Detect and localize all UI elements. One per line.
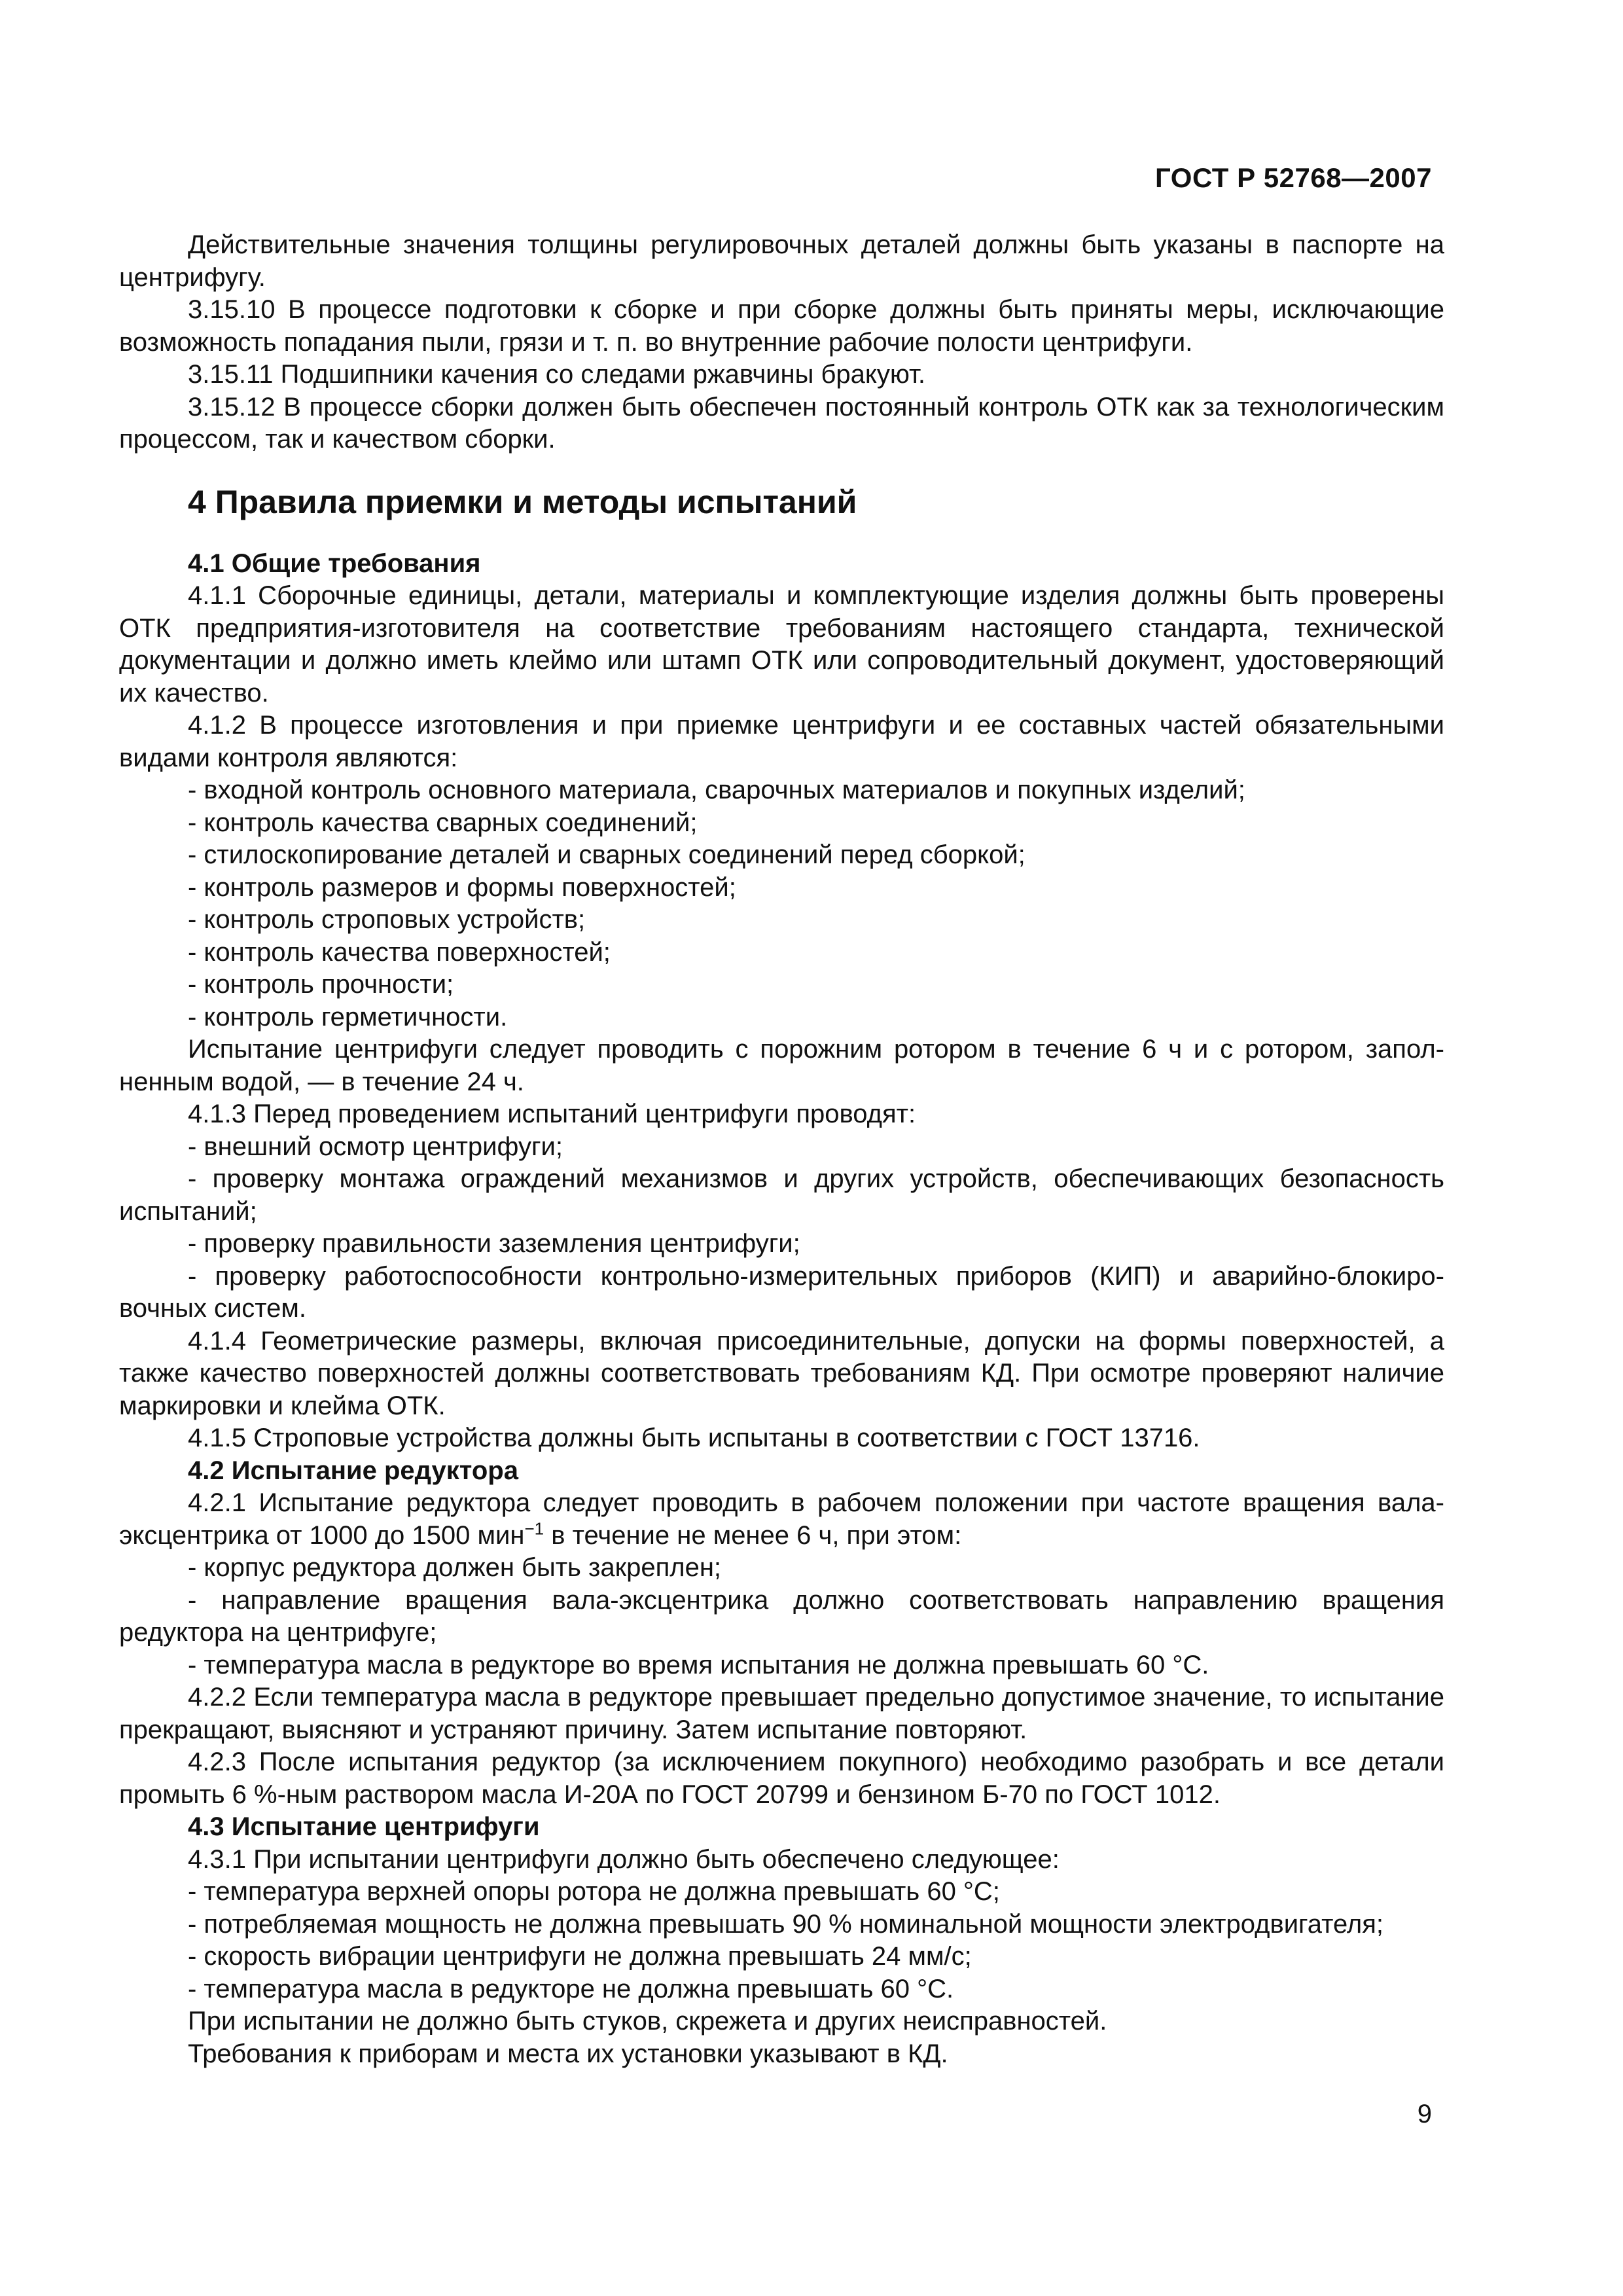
list-item: - температура масла в редукторе не должна превышать 60 °С. <box>188 1974 954 2003</box>
paragraph-3-15-11: 3.15.11 Подшипники качения со следами ржавчины бракуют. <box>188 360 925 389</box>
paragraph-3-15-12: 3.15.12 В процессе сборки должен быть обеспечен постоянный контроль ОТК как за технологическим процессом, так и качеством сборки. <box>119 392 1444 454</box>
list-item: - корпус редуктора должен быть закреплен; <box>188 1553 722 1582</box>
subsection-4-3-heading: 4.3 Испытание центрифуги <box>188 1812 540 1841</box>
paragraph-4-1-3: 4.1.3 Перед проведением испытаний центрифуги проводят: <box>188 1100 916 1128</box>
list-item: - входной контроль основного материала, сварочных материалов и покупных изделий; <box>188 776 1245 804</box>
list-item: - скорость вибрации центрифуги не должна превышать 24 мм/с; <box>188 1942 972 1971</box>
paragraph-3-15-10: 3.15.10 В процессе подготовки к сборке и при сборке должны быть приняты меры, исключающие возможность попадания пыли, грязи и т. п. во внутренние рабочие полости центрифуги. <box>119 295 1444 357</box>
paragraph-test-duration: Испытание центрифуги следует проводить с порожним ротором в течение 6 ч и с ротором, заполненным водой, — в течение 24 ч. <box>119 1035 1444 1096</box>
paragraph-4-2-3: 4.2.3 После испытания редуктор (за исключением покупного) необходимо разобрать и все детали промыть 6 %-ным раствором масла И-20А по ГОСТ 20799 и бензином Б-70 по ГОСТ 1012. <box>119 1748 1444 1809</box>
list-item: - контроль строповых устройств; <box>188 905 586 934</box>
list-item: - температура верхней опоры ротора не должна превышать 60 °С; <box>188 1877 1000 1906</box>
subsection-4-2-heading: 4.2 Испытание редуктора <box>188 1456 518 1485</box>
paragraph-4-1-2: 4.1.2 В процессе изготовления и при приемке центрифуги и ее составных частей обязательными видами контроля являются: <box>119 711 1444 772</box>
list-item: - внешний осмотр центрифуги; <box>188 1132 563 1161</box>
document-standard-id: ГОСТ Р 52768—2007 <box>1155 162 1432 193</box>
paragraph-4-2-1-text: 4.2.1 Испытание редуктора следует проводить в рабочем положении при частоте вращения вала-эксцентрика от 1000 до 1500 мин <box>119 1488 1444 1550</box>
paragraph-no-defects: При испытании не должно быть стуков, скрежета и других неисправностей. <box>188 2007 1107 2036</box>
paragraph-4-2-1-tail: в течение не менее 6 ч, при этом: <box>544 1520 962 1550</box>
list-item: - контроль герметичности. <box>188 1002 508 1031</box>
paragraph-4-1-4: 4.1.4 Геометрические размеры, включая присоединительные, допуски на формы поверхностей, а также качество поверхностей должны соответствовать требованиям КД. При осмотре проверяют наличие маркировки и клейма ОТК. <box>119 1326 1444 1420</box>
list-item: - проверку монтажа ограждений механизмов и других устройств, обеспечивающих безопасность испытаний; <box>119 1164 1444 1226</box>
paragraph-4-1-5: 4.1.5 Строповые устройства должны быть испытаны в соответствии с ГОСТ 13716. <box>188 1424 1200 1452</box>
paragraph-instruments: Требования к приборам и места их установки указывают в КД. <box>188 2039 948 2068</box>
list-item: - проверку работоспособности контрольно-измерительных приборов (КИП) и аварийно-блокировочных систем. <box>119 1261 1444 1323</box>
list-item: - проверку правильности заземления центрифуги; <box>188 1229 800 1258</box>
list-item: - потребляемая мощность не должна превышать 90 % номинальной мощности электродвигателя; <box>188 1909 1384 1939</box>
list-item: - контроль качества сварных соединений; <box>188 808 698 837</box>
document-body <box>119 229 1444 2070</box>
paragraph-4-2-1 <box>119 1487 1444 1552</box>
list-item: - направление вращения вала-эксцентрика должно соответствовать направлению вращения редуктора на центрифуге; <box>119 1585 1444 1647</box>
subsection-4-1-heading: 4.1 Общие требования <box>188 548 481 578</box>
list-item: - контроль размеров и формы поверхностей; <box>188 872 736 902</box>
list-item: - контроль прочности; <box>188 970 454 999</box>
unit-exponent: −1 <box>524 1518 544 1539</box>
paragraph-4-3-1: 4.3.1 При испытании центрифуги должно быть обеспечено следующее: <box>188 1844 1060 1874</box>
paragraph-4-1-1: 4.1.1 Сборочные единицы, детали, материалы и комплектующие изделия должны быть проверены ОТК предприятия-изготовителя на соответствие требованиям настоящего стандарта, технической документации и должно иметь клеймо или штамп ОТК или сопроводительный документ, удостоверяющий их качество. <box>119 581 1444 708</box>
paragraph-intro: Действительные значения толщины регулировочных деталей должны быть указаны в паспорте на центрифугу. <box>119 230 1444 292</box>
section-4-heading: 4 Правила приемки и методы испытаний <box>188 483 857 520</box>
paragraph-4-2-2: 4.2.2 Если температура масла в редукторе превышает предельно допустимое значение, то испытание прекращают, выясняют и устраняют причину. Затем испытание повторяют. <box>119 1683 1444 1744</box>
page-number: 9 <box>1417 2100 1432 2128</box>
list-item: - контроль качества поверхностей; <box>188 937 611 967</box>
list-item: - стилоскопирование деталей и сварных соединений перед сборкой; <box>188 840 1026 869</box>
list-item: - температура масла в редукторе во время испытания не должна превышать 60 °С. <box>188 1650 1209 1679</box>
